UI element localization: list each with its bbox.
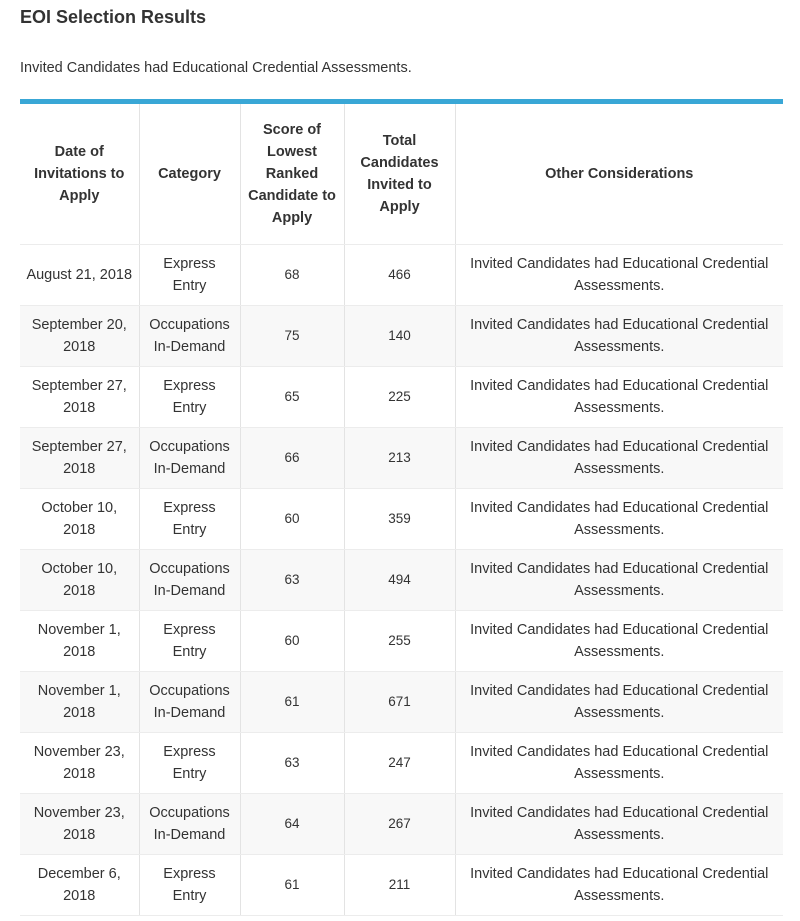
cell-score: 68: [240, 245, 344, 306]
cell-other: Invited Candidates had Educational Credential Assessments.: [455, 428, 783, 489]
cell-date: October 10, 2018: [20, 489, 139, 550]
cell-date: November 1, 2018: [20, 611, 139, 672]
cell-score: 63: [240, 733, 344, 794]
cell-category: Occupations In-Demand: [139, 794, 240, 855]
table-row: [20, 489, 783, 550]
cell-other: Invited Candidates had Educational Credential Assessments.: [455, 794, 783, 855]
cell-score: 61: [240, 855, 344, 916]
cell-score: 65: [240, 367, 344, 428]
table-row: [20, 245, 783, 306]
table-row: [20, 306, 783, 367]
cell-category: Occupations In-Demand: [139, 550, 240, 611]
table-row: [20, 367, 783, 428]
cell-score: 75: [240, 306, 344, 367]
cell-score: 64: [240, 794, 344, 855]
cell-total: 255: [344, 611, 455, 672]
table-row: [20, 855, 783, 916]
cell-total: 671: [344, 672, 455, 733]
cell-total: 140: [344, 306, 455, 367]
table-body: [20, 245, 783, 916]
results-table: [20, 104, 783, 916]
cell-category: Occupations In-Demand: [139, 672, 240, 733]
cell-category: Express Entry: [139, 733, 240, 794]
cell-score: 63: [240, 550, 344, 611]
cell-date: October 10, 2018: [20, 550, 139, 611]
table-row: [20, 428, 783, 489]
results-table-container: [20, 99, 783, 916]
cell-other: Invited Candidates had Educational Credential Assessments.: [455, 306, 783, 367]
cell-score: 60: [240, 611, 344, 672]
cell-date: September 27, 2018: [20, 367, 139, 428]
cell-total: 466: [344, 245, 455, 306]
header-date: Date of Invitations to Apply: [20, 104, 139, 245]
header-other: Other Considerations: [455, 104, 783, 245]
cell-total: 267: [344, 794, 455, 855]
cell-other: Invited Candidates had Educational Credential Assessments.: [455, 672, 783, 733]
cell-other: Invited Candidates had Educational Credential Assessments.: [455, 245, 783, 306]
cell-score: 60: [240, 489, 344, 550]
table-row: [20, 733, 783, 794]
cell-category: Express Entry: [139, 855, 240, 916]
cell-total: 359: [344, 489, 455, 550]
header-total: Total Candidates Invited to Apply: [344, 104, 455, 245]
cell-category: Occupations In-Demand: [139, 428, 240, 489]
header-row: [20, 104, 783, 245]
cell-date: December 6, 2018: [20, 855, 139, 916]
cell-date: November 1, 2018: [20, 672, 139, 733]
table-row: [20, 794, 783, 855]
cell-total: 247: [344, 733, 455, 794]
table-row: [20, 672, 783, 733]
intro-text: Invited Candidates had Educational Credential Assessments.: [20, 60, 412, 76]
cell-other: Invited Candidates had Educational Credential Assessments.: [455, 733, 783, 794]
cell-category: Express Entry: [139, 611, 240, 672]
cell-category: Occupations In-Demand: [139, 306, 240, 367]
page-title: EOI Selection Results: [20, 7, 207, 27]
table-header: [20, 104, 783, 245]
cell-other: Invited Candidates had Educational Credential Assessments.: [455, 855, 783, 916]
cell-date: September 20, 2018: [20, 306, 139, 367]
cell-category: Express Entry: [139, 245, 240, 306]
cell-other: Invited Candidates had Educational Credential Assessments.: [455, 611, 783, 672]
cell-other: Invited Candidates had Educational Credential Assessments.: [455, 367, 783, 428]
header-score: Score of Lowest Ranked Candidate to Apply: [240, 104, 344, 245]
cell-total: 211: [344, 855, 455, 916]
cell-total: 213: [344, 428, 455, 489]
header-category: Category: [139, 104, 240, 245]
cell-date: September 27, 2018: [20, 428, 139, 489]
cell-date: August 21, 2018: [20, 245, 139, 306]
cell-total: 494: [344, 550, 455, 611]
cell-other: Invited Candidates had Educational Credential Assessments.: [455, 489, 783, 550]
cell-date: November 23, 2018: [20, 794, 139, 855]
cell-score: 61: [240, 672, 344, 733]
cell-score: 66: [240, 428, 344, 489]
cell-date: November 23, 2018: [20, 733, 139, 794]
cell-category: Express Entry: [139, 489, 240, 550]
cell-other: Invited Candidates had Educational Credential Assessments.: [455, 550, 783, 611]
cell-category: Express Entry: [139, 367, 240, 428]
table-row: [20, 550, 783, 611]
table-row: [20, 611, 783, 672]
cell-total: 225: [344, 367, 455, 428]
